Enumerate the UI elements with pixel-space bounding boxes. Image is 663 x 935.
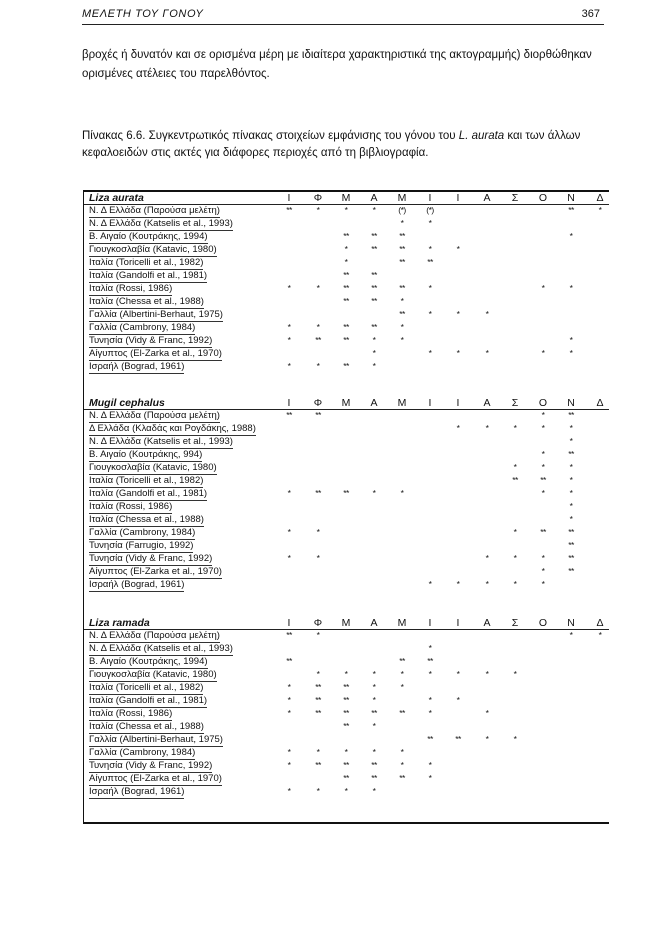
source-label: Ιταλία (Chessa et al., 1988) xyxy=(89,296,204,307)
occurrence-mark: ** xyxy=(371,244,377,254)
table-row xyxy=(84,734,609,747)
occurrence-mark: ** xyxy=(568,527,574,537)
occurrence-mark: ** xyxy=(371,283,377,293)
occurrence-mark: * xyxy=(485,553,489,563)
source-label: Ν. Δ Ελλάδα (Katselis et al., 1993) xyxy=(89,218,233,229)
occurrence-mark: * xyxy=(541,283,545,293)
month-label: Σ xyxy=(511,192,519,204)
table-row xyxy=(84,449,609,462)
occurrence-mark: * xyxy=(316,361,320,371)
month-label: Σ xyxy=(511,397,519,409)
occurrence-mark: ** xyxy=(399,244,405,254)
occurrence-mark: ** xyxy=(568,566,574,576)
occurrence-mark: * xyxy=(372,488,376,498)
table-row xyxy=(84,205,609,218)
month-label: Ν xyxy=(567,397,575,409)
source-label: Αίγυπτος (El-Zarka et al., 1970) xyxy=(89,773,222,784)
month-label: Α xyxy=(483,617,491,629)
occurrence-mark: ** xyxy=(286,630,292,640)
occurrence-mark: * xyxy=(541,462,545,472)
occurrence-mark: * xyxy=(344,747,348,757)
month-label: Φ xyxy=(313,192,323,204)
source-label: Ιταλία (Rossi, 1986) xyxy=(89,283,173,294)
table-row xyxy=(84,296,609,309)
occurrence-mark: * xyxy=(513,669,517,679)
occurrence-mark: ** xyxy=(315,410,321,420)
occurrence-mark: * xyxy=(428,218,432,228)
occurrence-mark: * xyxy=(485,669,489,679)
occurrence-mark: * xyxy=(569,423,573,433)
table-section xyxy=(84,617,609,799)
occurrence-mark: * xyxy=(372,205,376,215)
occurrence-mark: ** xyxy=(343,296,349,306)
occurrence-mark: * xyxy=(344,669,348,679)
occurrence-mark: ** xyxy=(343,322,349,332)
month-label: Ο xyxy=(538,397,548,409)
occurrence-mark: * xyxy=(456,309,460,319)
occurrence-mark: (*) xyxy=(426,205,434,215)
source-label: Ν. Δ Ελλάδα (Παρούσα μελέτη) xyxy=(89,630,220,641)
occurrence-mark: * xyxy=(569,475,573,485)
occurrence-mark: * xyxy=(372,747,376,757)
occurrence-mark: * xyxy=(287,786,291,796)
occurrence-mark: * xyxy=(456,695,460,705)
source-label: Τυνησία (Farrugio, 1992) xyxy=(89,540,194,551)
occurrence-mark: ** xyxy=(399,231,405,241)
month-label: Ο xyxy=(538,617,548,629)
occurrence-mark: ** xyxy=(343,708,349,718)
occurrence-mark: ** xyxy=(399,708,405,718)
table-row xyxy=(84,361,609,374)
table-row xyxy=(84,721,609,734)
occurrence-mark: * xyxy=(428,579,432,589)
page-number: 367 xyxy=(581,8,600,20)
table-row xyxy=(84,270,609,283)
occurrence-mark: * xyxy=(400,322,404,332)
occurrence-mark: ** xyxy=(315,708,321,718)
occurrence-mark: ** xyxy=(343,335,349,345)
occurrence-mark: * xyxy=(541,566,545,576)
month-label: Σ xyxy=(511,617,519,629)
source-label: Γαλλία (Albertini-Berhaut, 1975) xyxy=(89,734,223,745)
table-row xyxy=(84,309,609,322)
occurrence-mark: ** xyxy=(399,656,405,666)
occurrence-mark: ** xyxy=(315,335,321,345)
occurrence-mark: ** xyxy=(371,270,377,280)
source-label: Ιταλία (Gandolfi et al., 1981) xyxy=(89,270,208,281)
occurrence-mark: * xyxy=(541,410,545,420)
occurrence-mark: ** xyxy=(371,708,377,718)
occurrence-mark: * xyxy=(287,708,291,718)
table-row xyxy=(84,553,609,566)
occurrence-mark: * xyxy=(428,283,432,293)
table-row xyxy=(84,423,609,436)
occurrence-mark: * xyxy=(569,335,573,345)
month-label: Μ xyxy=(341,397,351,409)
caption-suffix: και των άλλων κεφαλοειδών στις ακτές για διάφορες περιοχές από τη βιβλιογραφία. xyxy=(82,130,581,159)
occurrence-mark: * xyxy=(400,682,404,692)
occurrence-mark: * xyxy=(428,773,432,783)
occurrence-mark: ** xyxy=(343,773,349,783)
occurrence-mark: * xyxy=(287,361,291,371)
table-row xyxy=(84,244,609,257)
occurrence-mark: * xyxy=(541,579,545,589)
occurrence-mark: * xyxy=(287,322,291,332)
occurrence-mark: * xyxy=(316,630,320,640)
occurrence-mark: * xyxy=(541,423,545,433)
occurrence-mark: * xyxy=(456,244,460,254)
occurrence-mark: ** xyxy=(286,205,292,215)
source-label: Ισραήλ (Bograd, 1961) xyxy=(89,579,185,590)
table-row xyxy=(84,348,609,361)
source-label: Ισραήλ (Bograd, 1961) xyxy=(89,361,185,372)
source-label: Β. Αιγαίο (Κουτράκης, 1994) xyxy=(89,656,208,667)
occurrence-mark: ** xyxy=(343,721,349,731)
species-name: Liza aurata xyxy=(89,192,144,204)
occurrence-mark: * xyxy=(541,488,545,498)
occurrence-mark: * xyxy=(598,630,602,640)
month-label: Δ xyxy=(596,617,604,629)
month-label: Α xyxy=(370,617,378,629)
table-row xyxy=(84,436,609,449)
occurrence-mark: * xyxy=(316,747,320,757)
table-section xyxy=(84,192,609,374)
section-header xyxy=(84,617,609,630)
occurrence-mark: * xyxy=(485,734,489,744)
occurrence-mark: ** xyxy=(540,527,546,537)
occurrence-mark: * xyxy=(569,348,573,358)
month-label: Α xyxy=(483,192,491,204)
month-label: Ν xyxy=(567,192,575,204)
occurrence-mark: * xyxy=(400,747,404,757)
occurrence-mark: ** xyxy=(343,682,349,692)
source-label: Ν. Δ Ελλάδα (Παρούσα μελέτη) xyxy=(89,205,220,216)
occurrence-mark: * xyxy=(569,488,573,498)
occurrence-mark: * xyxy=(400,335,404,345)
occurrence-mark: * xyxy=(316,283,320,293)
month-label: Ν xyxy=(567,617,575,629)
occurrence-mark: ** xyxy=(286,656,292,666)
occurrence-mark: * xyxy=(372,721,376,731)
source-label: Ν. Δ Ελλάδα (Παρούσα μελέτη) xyxy=(89,410,220,421)
table-row xyxy=(84,501,609,514)
table-row xyxy=(84,410,609,423)
table-row xyxy=(84,708,609,721)
occurrence-mark: * xyxy=(287,488,291,498)
source-label: Γιουγκοσλαβία (Katavic, 1980) xyxy=(89,244,217,255)
occurrence-mark: * xyxy=(513,734,517,744)
occurrence-mark: ** xyxy=(568,449,574,459)
occurrence-mark: * xyxy=(287,283,291,293)
occurrence-mark: ** xyxy=(315,760,321,770)
source-label: Ιταλία (Toricelli et al., 1982) xyxy=(89,475,204,486)
table-row xyxy=(84,462,609,475)
month-label: Ι xyxy=(287,397,291,409)
occurrence-mark: * xyxy=(287,553,291,563)
occurrence-mark: * xyxy=(456,348,460,358)
occurrence-mark: ** xyxy=(540,475,546,485)
month-label: Φ xyxy=(313,397,323,409)
occurrence-mark: ** xyxy=(399,283,405,293)
occurrence-mark: ** xyxy=(371,773,377,783)
occurrence-mark: * xyxy=(428,348,432,358)
occurrence-mark: ** xyxy=(371,231,377,241)
section-header xyxy=(84,192,609,205)
month-label: Μ xyxy=(397,617,407,629)
occurrence-mark: * xyxy=(513,462,517,472)
occurrence-mark: * xyxy=(372,348,376,358)
occurrence-mark: * xyxy=(485,423,489,433)
section-header xyxy=(84,397,609,410)
source-label: Γιουγκοσλαβία (Katavic, 1980) xyxy=(89,669,217,680)
occurrence-mark: * xyxy=(541,449,545,459)
occurrence-mark: * xyxy=(569,514,573,524)
table-row xyxy=(84,760,609,773)
occurrence-mark: * xyxy=(428,760,432,770)
table-caption xyxy=(82,128,607,162)
occurrence-mark: * xyxy=(569,462,573,472)
occurrence-table xyxy=(83,190,609,824)
occurrence-mark: * xyxy=(400,760,404,770)
source-label: Β. Αιγαίο (Κουτράκης, 994) xyxy=(89,449,203,460)
month-label: Μ xyxy=(341,192,351,204)
occurrence-mark: (*) xyxy=(398,205,406,215)
table-row xyxy=(84,283,609,296)
occurrence-mark: ** xyxy=(399,257,405,267)
source-label: Ιταλία (Rossi, 1986) xyxy=(89,708,173,719)
source-label: Δ Ελλάδα (Κλαδάς και Ρογδάκης, 1988) xyxy=(89,423,256,434)
source-label: Γαλλία (Cambrony, 1984) xyxy=(89,527,196,538)
running-title: ΜΕΛΕΤΗ ΤΟΥ ΓΟΝΟΥ xyxy=(82,8,204,20)
occurrence-mark: * xyxy=(287,682,291,692)
occurrence-mark: * xyxy=(316,786,320,796)
table-row xyxy=(84,257,609,270)
occurrence-mark: * xyxy=(316,205,320,215)
source-label: Ιταλία (Gandolfi et al., 1981) xyxy=(89,695,208,706)
occurrence-mark: * xyxy=(316,527,320,537)
month-label: Ο xyxy=(538,192,548,204)
source-label: Ν. Δ Ελλάδα (Katselis et al., 1993) xyxy=(89,436,233,447)
month-label: Δ xyxy=(596,192,604,204)
occurrence-mark: * xyxy=(485,579,489,589)
month-label: Ι xyxy=(287,617,291,629)
table-row xyxy=(84,218,609,231)
table-row xyxy=(84,747,609,760)
source-label: Γαλλία (Cambrony, 1984) xyxy=(89,322,196,333)
table-row xyxy=(84,322,609,335)
table-row xyxy=(84,527,609,540)
occurrence-mark: * xyxy=(344,205,348,215)
month-label: Δ xyxy=(596,397,604,409)
occurrence-mark: * xyxy=(513,553,517,563)
month-label: Α xyxy=(370,397,378,409)
intro-paragraph: βροχές ή δυνατόν και σε ορισμένα μέρη με ιδιαίτερα χαρακτηριστικά της ακτογραμμής) διορθώθηκαν ορισμένες ατέλειες του παρελθόντος. xyxy=(82,49,592,80)
occurrence-mark: ** xyxy=(371,760,377,770)
occurrence-mark: * xyxy=(569,436,573,446)
occurrence-mark: * xyxy=(287,760,291,770)
occurrence-mark: * xyxy=(569,283,573,293)
occurrence-mark: * xyxy=(287,527,291,537)
occurrence-mark: * xyxy=(428,244,432,254)
caption-species: L. aurata xyxy=(458,130,505,142)
source-label: Β. Αιγαίο (Κουτράκης, 1994) xyxy=(89,231,208,242)
month-label: Μ xyxy=(397,397,407,409)
month-label: Ι xyxy=(456,192,460,204)
occurrence-mark: ** xyxy=(399,309,405,319)
occurrence-mark: * xyxy=(400,669,404,679)
table-row xyxy=(84,231,609,244)
month-label: Ι xyxy=(428,397,432,409)
table-row xyxy=(84,695,609,708)
source-label: Ιταλία (Toricelli et al., 1982) xyxy=(89,257,204,268)
occurrence-mark: * xyxy=(372,682,376,692)
occurrence-mark: * xyxy=(569,501,573,511)
occurrence-mark: ** xyxy=(343,283,349,293)
month-label: Ι xyxy=(428,617,432,629)
occurrence-mark: * xyxy=(456,669,460,679)
occurrence-mark: * xyxy=(485,708,489,718)
occurrence-mark: ** xyxy=(568,553,574,563)
occurrence-mark: * xyxy=(541,348,545,358)
occurrence-mark: * xyxy=(541,553,545,563)
page-header xyxy=(82,8,604,25)
table-row xyxy=(84,682,609,695)
occurrence-mark: ** xyxy=(427,734,433,744)
source-label: Αίγυπτος (El-Zarka et al., 1970) xyxy=(89,566,222,577)
source-label: Αίγυπτος (El-Zarka et al., 1970) xyxy=(89,348,222,359)
table-row xyxy=(84,540,609,553)
source-label: Ιταλία (Rossi, 1986) xyxy=(89,501,173,512)
table-section xyxy=(84,397,609,592)
occurrence-mark: * xyxy=(485,309,489,319)
source-label: Ν. Δ Ελλάδα (Katselis et al., 1993) xyxy=(89,643,233,654)
occurrence-mark: ** xyxy=(315,488,321,498)
occurrence-mark: * xyxy=(344,244,348,254)
source-label: Ιταλία (Gandolfi et al., 1981) xyxy=(89,488,208,499)
caption-prefix: Πίνακας 6.6. Συγκεντρωτικός πίνακας στοιχείων εμφάνισης του γόνου του xyxy=(82,130,459,142)
occurrence-mark: * xyxy=(316,322,320,332)
occurrence-mark: ** xyxy=(286,410,292,420)
source-label: Γαλλία (Albertini-Berhaut, 1975) xyxy=(89,309,223,320)
month-label: Ι xyxy=(428,192,432,204)
occurrence-mark: * xyxy=(428,695,432,705)
occurrence-mark: * xyxy=(569,630,573,640)
table-row xyxy=(84,643,609,656)
occurrence-mark: * xyxy=(400,488,404,498)
occurrence-mark: * xyxy=(400,296,404,306)
occurrence-mark: * xyxy=(372,361,376,371)
occurrence-mark: * xyxy=(513,579,517,589)
occurrence-mark: * xyxy=(428,643,432,653)
occurrence-mark: ** xyxy=(455,734,461,744)
occurrence-mark: * xyxy=(344,257,348,267)
month-label: Α xyxy=(370,192,378,204)
month-label: Μ xyxy=(341,617,351,629)
occurrence-mark: * xyxy=(456,423,460,433)
occurrence-mark: ** xyxy=(512,475,518,485)
occurrence-mark: * xyxy=(287,747,291,757)
occurrence-mark: ** xyxy=(343,361,349,371)
occurrence-mark: * xyxy=(372,669,376,679)
occurrence-mark: ** xyxy=(427,656,433,666)
table-row xyxy=(84,656,609,669)
occurrence-mark: ** xyxy=(315,682,321,692)
month-label: Ι xyxy=(456,617,460,629)
occurrence-mark: * xyxy=(287,335,291,345)
species-name: Mugil cephalus xyxy=(89,397,165,409)
table-row xyxy=(84,786,609,799)
occurrence-mark: ** xyxy=(568,540,574,550)
occurrence-mark: * xyxy=(456,579,460,589)
month-label: Ι xyxy=(287,192,291,204)
occurrence-mark: ** xyxy=(343,488,349,498)
month-label: Α xyxy=(483,397,491,409)
occurrence-mark: * xyxy=(372,695,376,705)
occurrence-mark: ** xyxy=(568,410,574,420)
occurrence-mark: ** xyxy=(568,205,574,215)
occurrence-mark: ** xyxy=(343,760,349,770)
occurrence-mark: * xyxy=(316,669,320,679)
occurrence-mark: * xyxy=(598,205,602,215)
table-row xyxy=(84,669,609,682)
occurrence-mark: ** xyxy=(399,773,405,783)
occurrence-mark: * xyxy=(400,218,404,228)
table-row xyxy=(84,475,609,488)
occurrence-mark: ** xyxy=(343,695,349,705)
table-row xyxy=(84,335,609,348)
source-label: Τυνησία (Vidy & Franc, 1992) xyxy=(89,553,213,564)
occurrence-mark: ** xyxy=(427,257,433,267)
occurrence-mark: * xyxy=(569,231,573,241)
source-label: Ιταλία (Chessa et al., 1988) xyxy=(89,721,204,732)
occurrence-mark: * xyxy=(428,708,432,718)
month-label: Μ xyxy=(397,192,407,204)
table-row xyxy=(84,579,609,592)
source-label: Ισραήλ (Bograd, 1961) xyxy=(89,786,185,797)
month-label: Ι xyxy=(456,397,460,409)
occurrence-mark: * xyxy=(316,553,320,563)
occurrence-mark: * xyxy=(344,786,348,796)
source-label: Τυνησία (Vidy & Franc, 1992) xyxy=(89,760,213,771)
species-name: Liza ramada xyxy=(89,617,150,629)
source-label: Γαλλία (Cambrony, 1984) xyxy=(89,747,196,758)
table-row xyxy=(84,566,609,579)
source-label: Ιταλία (Chessa et al., 1988) xyxy=(89,514,204,525)
source-label: Τυνησία (Vidy & Franc, 1992) xyxy=(89,335,213,346)
occurrence-mark: * xyxy=(513,527,517,537)
table-row xyxy=(84,514,609,527)
occurrence-mark: * xyxy=(372,335,376,345)
occurrence-mark: ** xyxy=(343,231,349,241)
occurrence-mark: * xyxy=(485,348,489,358)
occurrence-mark: * xyxy=(428,669,432,679)
occurrence-mark: * xyxy=(287,695,291,705)
occurrence-mark: * xyxy=(513,423,517,433)
occurrence-mark: ** xyxy=(315,695,321,705)
occurrence-mark: * xyxy=(428,309,432,319)
source-label: Γιουγκοσλαβία (Katavic, 1980) xyxy=(89,462,217,473)
occurrence-mark: ** xyxy=(343,270,349,280)
table-row xyxy=(84,773,609,786)
month-label: Φ xyxy=(313,617,323,629)
table-row xyxy=(84,630,609,643)
occurrence-mark: ** xyxy=(371,322,377,332)
table-row xyxy=(84,488,609,501)
occurrence-mark: ** xyxy=(371,296,377,306)
source-label: Ιταλία (Toricelli et al., 1982) xyxy=(89,682,204,693)
occurrence-mark: * xyxy=(372,786,376,796)
